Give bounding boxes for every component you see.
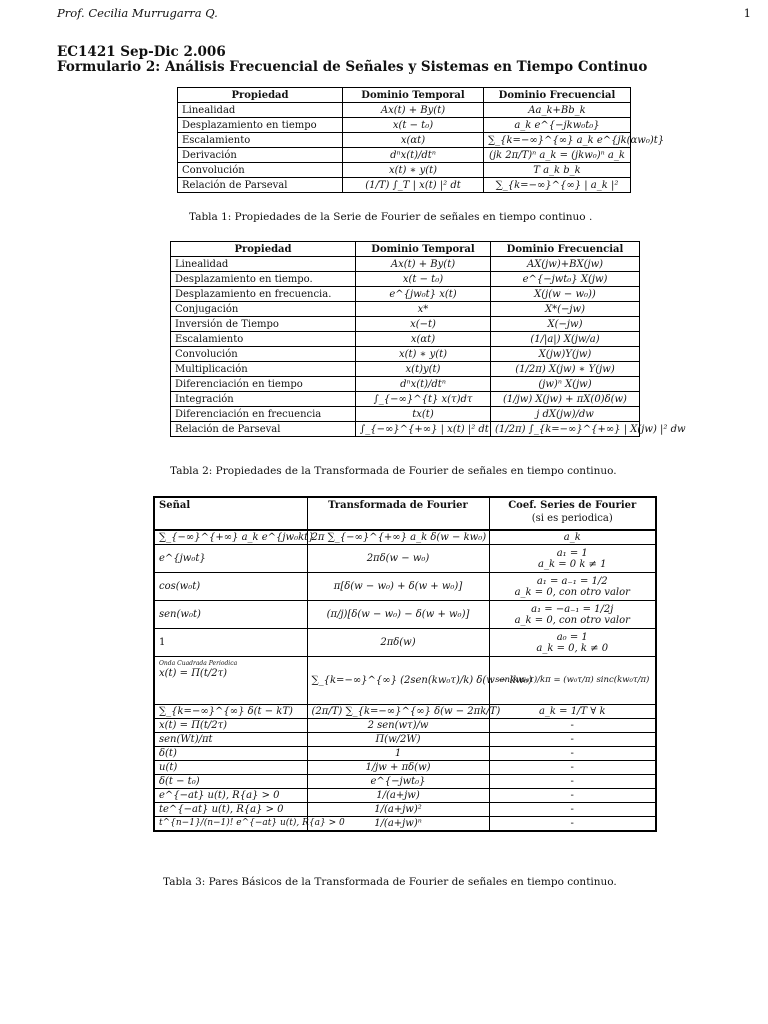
- table1-caption: Tabla 1: Propiedades de la Serie de Fourier de señales en tiempo continuo .: [189, 211, 593, 223]
- page-header: [57, 6, 751, 20]
- table-row: [154, 817, 656, 832]
- course-code: EC1421 Sep-Dic 2.006: [57, 44, 226, 60]
- header-cell-line: Coef. Series de Fourier: [508, 500, 637, 511]
- table-row: [154, 789, 656, 803]
- freq-domain-cell: j dX(jw)/dw: [491, 407, 640, 422]
- coef-cell: -: [489, 775, 656, 789]
- coef-line: a_k = 0, k ≠ 0: [536, 642, 609, 654]
- table-row: [171, 377, 640, 392]
- time-domain-cell: x(αt): [343, 133, 484, 148]
- fourier-transform-properties-table: [170, 241, 686, 437]
- document-title: [57, 45, 647, 75]
- property-cell: Diferenciación en tiempo: [171, 377, 356, 392]
- property-cell: Relación de Parseval: [178, 178, 343, 193]
- freq-domain-cell: (1/|a|) X(jw/a): [491, 332, 640, 347]
- coef-line: a₁ = 1: [556, 547, 588, 559]
- coef-cell: -: [489, 803, 656, 817]
- property-cell: Escalamiento: [178, 133, 343, 148]
- fourier-series-properties-table: [177, 87, 665, 193]
- time-domain-cell: x(t)y(t): [356, 362, 491, 377]
- table-row: [154, 803, 656, 817]
- freq-domain-cell: X(jw)Y(jw): [491, 347, 640, 362]
- coef-cell: sen(kw₀τ)/kπ = (w₀τ/π) sinc(kw₀τ/π): [489, 657, 656, 705]
- coef-line: a_k = 0 k ≠ 1: [538, 558, 607, 570]
- table-header-row: [171, 242, 640, 257]
- transform-cell: 1/(a+jw): [307, 789, 489, 803]
- coef-line: a₀ = 1: [556, 631, 588, 643]
- header-cell: Transformada de Fourier: [307, 497, 489, 530]
- freq-domain-cell: ∑_{k=−∞}^{∞} | a_k |²: [484, 178, 631, 193]
- property-cell: Derivación: [178, 148, 343, 163]
- transform-cell: 1/(a+jw)²: [307, 803, 489, 817]
- table-row: [154, 657, 656, 705]
- table-row: [171, 287, 640, 302]
- table-row: [171, 347, 640, 362]
- signal-cell: [154, 657, 307, 705]
- header-cell: Propiedad: [178, 88, 343, 103]
- table-row: [171, 362, 640, 377]
- freq-domain-cell: ∑_{k=−∞}^{∞} a_k e^{jk(αw₀)t}: [484, 133, 631, 148]
- table-row: [178, 178, 631, 193]
- header-cell: Señal: [154, 497, 307, 530]
- coef-cell: -: [489, 761, 656, 775]
- time-domain-cell: x(t) ∗ y(t): [343, 163, 484, 178]
- coef-cell: [489, 545, 656, 573]
- time-domain-cell: e^{jw₀t} x(t): [356, 287, 491, 302]
- time-domain-cell: dⁿx(t)/dtⁿ: [356, 377, 491, 392]
- transform-cell: 2 sen(wτ)/w: [307, 719, 489, 733]
- transform-cell: 1: [307, 747, 489, 761]
- table-row: [178, 103, 631, 118]
- time-domain-cell: ∫_{−∞}^{+∞} | x(t) |² dt: [356, 422, 491, 437]
- freq-domain-cell: e^{−jwt₀} X(jw): [491, 272, 640, 287]
- signal-cell: x(t) = Π(t/2τ): [154, 719, 307, 733]
- transform-cell: ∑_{k=−∞}^{∞} (2sen(kw₀τ)/k) δ(w − kw₀): [307, 657, 489, 705]
- property-cell: Desplazamiento en frecuencia.: [171, 287, 356, 302]
- time-domain-cell: dⁿx(t)/dtⁿ: [343, 148, 484, 163]
- signal-cell: cos(w₀t): [154, 573, 307, 601]
- table-row: [178, 133, 631, 148]
- coef-cell: -: [489, 789, 656, 803]
- coef-line: a₁ = a₋₁ = 1/2: [536, 575, 608, 587]
- table-row: [154, 747, 656, 761]
- header-cell: Propiedad: [171, 242, 356, 257]
- time-domain-cell: x(αt): [356, 332, 491, 347]
- page-number: 1: [743, 6, 751, 20]
- time-domain-cell: x*: [356, 302, 491, 317]
- table-row: [171, 392, 640, 407]
- freq-domain-cell: X(−jw): [491, 317, 640, 332]
- property-cell: Integración: [171, 392, 356, 407]
- table-row: [178, 163, 631, 178]
- time-domain-cell: x(−t): [356, 317, 491, 332]
- table-row: [171, 272, 640, 287]
- property-cell: Linealidad: [171, 257, 356, 272]
- table-row: [178, 118, 631, 133]
- table-row: [171, 257, 640, 272]
- property-cell: Convolución: [171, 347, 356, 362]
- coef-cell: [489, 573, 656, 601]
- transform-cell: 2πδ(w): [307, 629, 489, 657]
- transform-cell: (2π/T) ∑_{k=−∞}^{∞} δ(w − 2πk/T): [307, 705, 489, 719]
- signal-cell: ∑_{−∞}^{+∞} a_k e^{jw₀kt}: [154, 530, 307, 545]
- table-header-row: [154, 497, 656, 530]
- freq-domain-cell: Aa_k+Bb_k: [484, 103, 631, 118]
- time-domain-cell: x(t − t₀): [356, 272, 491, 287]
- header-cell: Dominio Temporal: [356, 242, 491, 257]
- signal-cell: 1: [154, 629, 307, 657]
- property-cell: Convolución: [178, 163, 343, 178]
- table3-caption: Tabla 3: Pares Básicos de la Transformada de Fourier de señales en tiempo continuo.: [163, 876, 617, 888]
- coef-cell: a_k: [489, 530, 656, 545]
- table-row: [154, 719, 656, 733]
- freq-domain-cell: a_k e^{−jkw₀t₀}: [484, 118, 631, 133]
- transform-cell: Π(w/2W): [307, 733, 489, 747]
- time-domain-cell: tx(t): [356, 407, 491, 422]
- property-cell: Diferenciación en frecuencia: [171, 407, 356, 422]
- property-cell: Desplazamiento en tiempo: [178, 118, 343, 133]
- table-row: [154, 573, 656, 601]
- time-domain-cell: x(t) ∗ y(t): [356, 347, 491, 362]
- time-domain-cell: ∫_{−∞}^{t} x(τ)dτ: [356, 392, 491, 407]
- signal-cell: t^{n−1}/(n−1)! e^{−at} u(t), R{a} > 0: [154, 817, 307, 832]
- property-cell: Multiplicación: [171, 362, 356, 377]
- time-domain-cell: (1/T) ∫_T | x(t) |² dt: [343, 178, 484, 193]
- freq-domain-cell: (jk 2π/T)ⁿ a_k = (jkw₀)ⁿ a_k: [484, 148, 631, 163]
- signal-cell: u(t): [154, 761, 307, 775]
- signal-cell: δ(t − t₀): [154, 775, 307, 789]
- coef-cell: -: [489, 817, 656, 832]
- coef-cell: [489, 629, 656, 657]
- coef-cell: -: [489, 719, 656, 733]
- property-cell: Desplazamiento en tiempo.: [171, 272, 356, 287]
- signal-cell: ∑_{k=−∞}^{∞} δ(t − kT): [154, 705, 307, 719]
- header-cell: Dominio Frecuencial: [484, 88, 631, 103]
- time-domain-cell: Ax(t) + By(t): [356, 257, 491, 272]
- coef-line: a₁ = −a₋₁ = 1/2j: [531, 603, 614, 615]
- freq-domain-cell: (1/2π) ∫_{k=−∞}^{+∞} | X(jw) |² dw: [491, 422, 640, 437]
- table-header-row: [178, 88, 631, 103]
- header-cell-subline: (si es periodica): [531, 513, 613, 524]
- table-row: [171, 407, 640, 422]
- transform-cell: π[δ(w − w₀) + δ(w + w₀)]: [307, 573, 489, 601]
- header-cell: Dominio Frecuencial: [491, 242, 640, 257]
- formulary-title: Formulario 2: Análisis Frecuencial de Señales y Sistemas en Tiempo Continuo: [57, 59, 648, 75]
- table-row: [154, 530, 656, 545]
- transform-cell: 2π ∑_{−∞}^{+∞} a_k δ(w − kw₀): [307, 530, 489, 545]
- property-cell: Inversión de Tiempo: [171, 317, 356, 332]
- table-row: [154, 733, 656, 747]
- signal-cell: te^{−at} u(t), R{a} > 0: [154, 803, 307, 817]
- table2-caption: Tabla 2: Propiedades de la Transformada de Fourier de señales en tiempo continuo.: [170, 465, 617, 477]
- table-row: [171, 422, 640, 437]
- coef-cell: -: [489, 733, 656, 747]
- transform-cell: e^{−jwt₀}: [307, 775, 489, 789]
- table-row: [171, 302, 640, 317]
- freq-domain-cell: T a_k b_k: [484, 163, 631, 178]
- author: Prof. Cecilia Murrugarra Q.: [57, 6, 218, 20]
- freq-domain-cell: (jw)ⁿ X(jw): [491, 377, 640, 392]
- table-row: [154, 629, 656, 657]
- transform-cell: 2πδ(w − w₀): [307, 545, 489, 573]
- transform-cell: 1/jw + πδ(w): [307, 761, 489, 775]
- header-cell: Dominio Temporal: [343, 88, 484, 103]
- transform-cell: 1/(a+jw)ⁿ: [307, 817, 489, 832]
- signal-cell: e^{−at} u(t), R{a} > 0: [154, 789, 307, 803]
- table-row: [171, 332, 640, 347]
- coef-line: a_k = 0, con otro valor: [514, 586, 630, 598]
- signal-cell: e^{jw₀t}: [154, 545, 307, 573]
- signal-cell: sen(Wt)/πt: [154, 733, 307, 747]
- table-row: [178, 148, 631, 163]
- freq-domain-cell: X(j(w − w₀)): [491, 287, 640, 302]
- property-cell: Linealidad: [178, 103, 343, 118]
- table-row: [154, 761, 656, 775]
- coef-cell: [489, 601, 656, 629]
- table-row: [171, 317, 640, 332]
- coef-line: a_k = 0, con otro valor: [514, 614, 630, 626]
- property-cell: Escalamiento: [171, 332, 356, 347]
- square-wave-label: Onda Cuadrada Periodica: [159, 660, 238, 667]
- coef-cell: -: [489, 747, 656, 761]
- signal-formula: x(t) = Π(t/2τ): [159, 668, 228, 679]
- freq-domain-cell: (1/jw) X(jw) + πX(0)δ(w): [491, 392, 640, 407]
- freq-domain-cell: X*(−jw): [491, 302, 640, 317]
- coef-cell: a_k = 1/T ∀ k: [489, 705, 656, 719]
- signal-cell: sen(w₀t): [154, 601, 307, 629]
- table-row: [154, 775, 656, 789]
- signal-cell: δ(t): [154, 747, 307, 761]
- time-domain-cell: x(t − t₀): [343, 118, 484, 133]
- table-row: [154, 545, 656, 573]
- header-cell: [489, 497, 656, 530]
- table-row: [154, 601, 656, 629]
- freq-domain-cell: AX(jw)+BX(jw): [491, 257, 640, 272]
- property-cell: Conjugación: [171, 302, 356, 317]
- transform-cell: (π/j)[δ(w − w₀) − δ(w + w₀)]: [307, 601, 489, 629]
- table-row: [154, 705, 656, 719]
- time-domain-cell: Ax(t) + By(t): [343, 103, 484, 118]
- property-cell: Relación de Parseval: [171, 422, 356, 437]
- fourier-transform-pairs-table: [153, 496, 657, 832]
- freq-domain-cell: (1/2π) X(jw) ∗ Y(jw): [491, 362, 640, 377]
